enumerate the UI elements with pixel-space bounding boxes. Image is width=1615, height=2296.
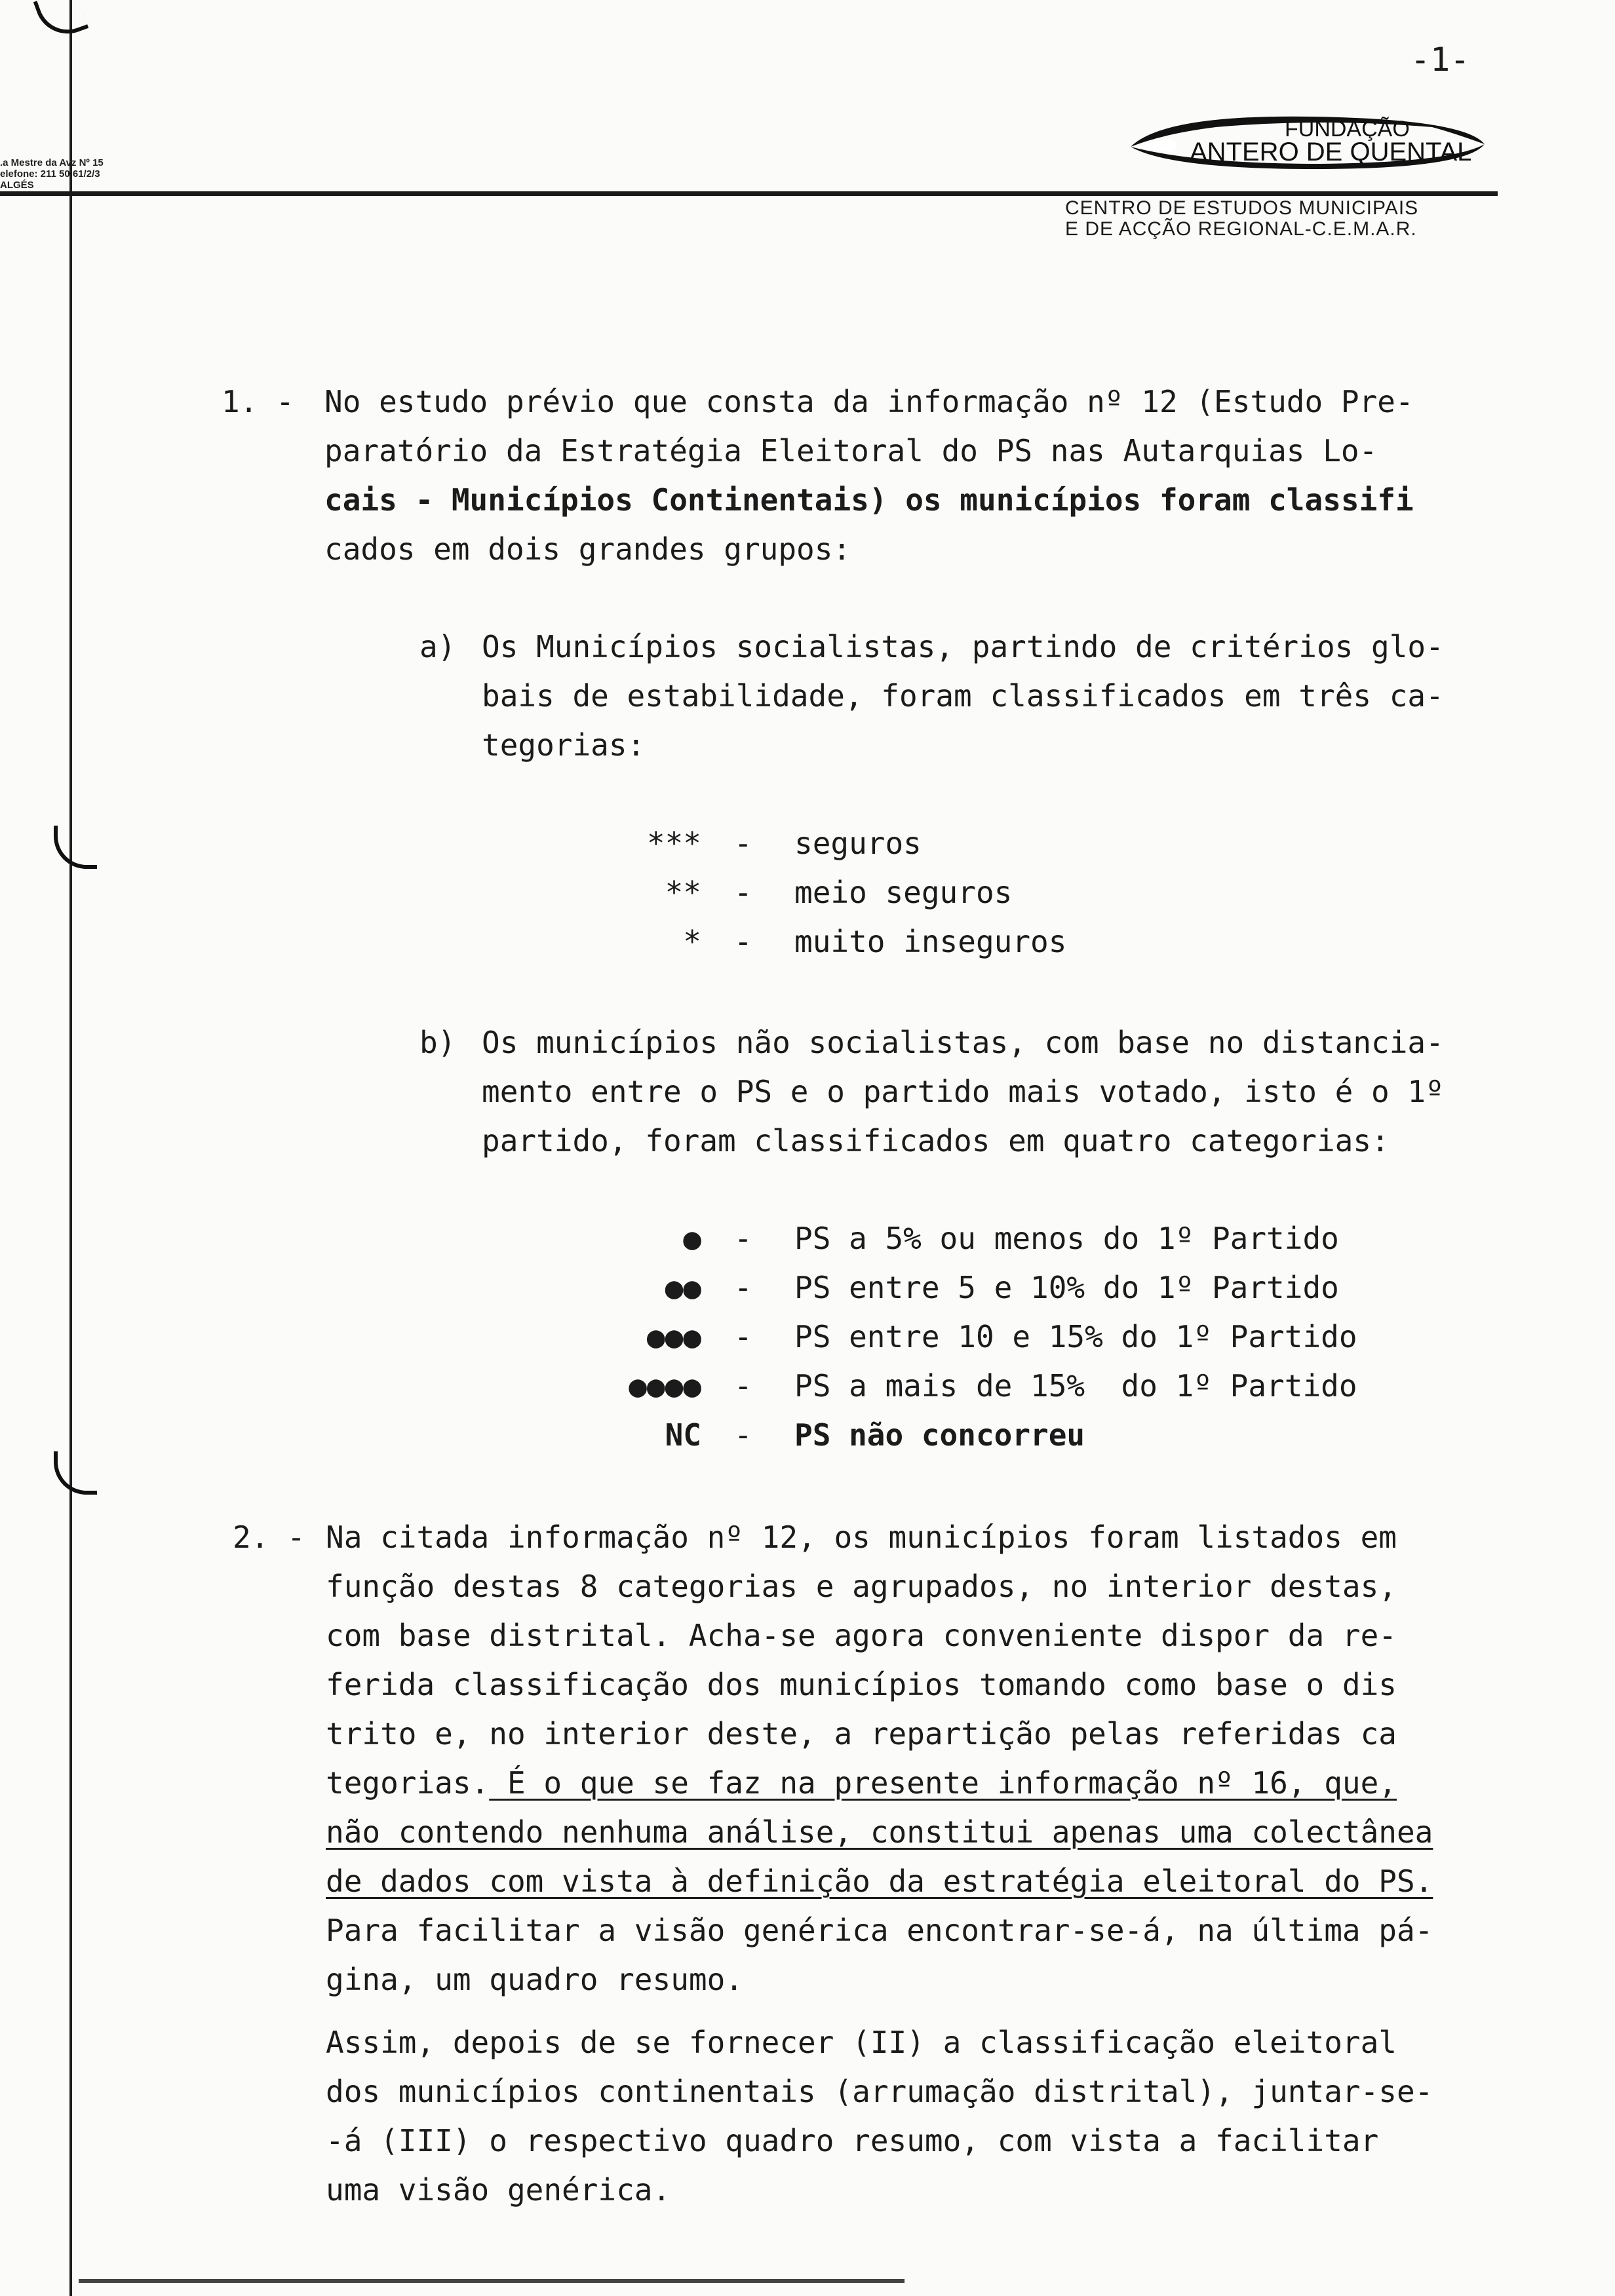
category-text: PS a mais de 15% do 1º Partido bbox=[794, 1368, 1357, 1404]
address-block bbox=[0, 157, 104, 191]
section-number: 2. - bbox=[233, 1520, 305, 1555]
pen-mark-top bbox=[33, 0, 89, 43]
body-line: tegorias: bbox=[482, 727, 646, 763]
body-line: No estudo prévio que consta da informação nº 12 (Estudo Pre- bbox=[324, 384, 1414, 419]
address-line: ALGÉS bbox=[0, 180, 34, 191]
item-label: b) bbox=[419, 1025, 456, 1060]
body-text-bold: cais - Municípios Continentais) bbox=[324, 482, 887, 518]
body-line: ferida classificação dos municípios tomando como base o dis bbox=[326, 1667, 1397, 1702]
center-name-line1: CENTRO DE ESTUDOS MUNICIPAIS bbox=[1065, 197, 1419, 219]
body-text: tegorias. bbox=[326, 1765, 490, 1801]
section-number: 1. - bbox=[222, 384, 294, 419]
category-dash: - bbox=[734, 1319, 752, 1354]
body-line bbox=[324, 476, 1414, 525]
category-symbol: * bbox=[683, 924, 701, 959]
body-text-underlined: É o que se faz na presente informação nº 16, que, bbox=[489, 1765, 1397, 1801]
binding-margin-line bbox=[69, 0, 72, 2296]
category-dash: - bbox=[734, 924, 752, 959]
category-text: muito inseguros bbox=[794, 924, 1067, 959]
hole-punch-mark-2 bbox=[54, 1451, 97, 1495]
logo-text-name: ANTERO DE QUENTAL bbox=[1190, 138, 1472, 166]
body-line: função destas 8 categorias e agrupados, no interior destas, bbox=[326, 1569, 1397, 1604]
body-line: bais de estabilidade, foram classificados em três ca- bbox=[482, 678, 1444, 714]
body-line: -á (III) o respectivo quadro resumo, com vista a facilitar bbox=[326, 2123, 1379, 2158]
address-line: .a Mestre da Avz Nº 15 bbox=[0, 157, 104, 168]
category-dash: - bbox=[734, 1368, 752, 1404]
page-number: -1- bbox=[1411, 41, 1470, 79]
category-symbol: ● bbox=[683, 1221, 701, 1256]
category-text: PS entre 10 e 15% do 1º Partido bbox=[794, 1319, 1357, 1354]
category-symbol: ●●●● bbox=[629, 1368, 701, 1404]
category-dash: - bbox=[734, 1417, 752, 1453]
category-symbol: ●● bbox=[665, 1270, 701, 1305]
category-text: PS a 5% ou menos do 1º Partido bbox=[794, 1221, 1339, 1256]
hole-punch-mark-1 bbox=[54, 826, 97, 869]
category-dash: - bbox=[734, 875, 752, 910]
header-rule bbox=[0, 191, 1498, 196]
body-line: uma visão genérica. bbox=[326, 2172, 671, 2208]
body-line: trito e, no interior deste, a repartição pelas referidas ca bbox=[326, 1716, 1397, 1751]
body-line: Assim, depois de se fornecer (II) a classificação eleitoral bbox=[326, 2025, 1397, 2060]
body-line-underlined: de dados com vista à definição da estratégia eleitoral do PS. bbox=[326, 1864, 1433, 1899]
item-label: a) bbox=[419, 629, 456, 664]
body-line: paratório da Estratégia Eleitoral do PS nas Autarquias Lo- bbox=[324, 433, 1378, 469]
category-symbol: *** bbox=[646, 826, 701, 861]
category-symbol: NC bbox=[665, 1417, 701, 1453]
footer-rule bbox=[79, 2279, 905, 2283]
body-line: Os Municípios socialistas, partindo de critérios glo- bbox=[482, 629, 1444, 664]
body-line: Os municípios não socialistas, com base no distancia- bbox=[482, 1025, 1444, 1060]
center-name-line2: E DE ACÇÃO REGIONAL-C.E.M.A.R. bbox=[1065, 218, 1417, 240]
category-dash: - bbox=[734, 826, 752, 861]
category-symbol: ●●● bbox=[646, 1319, 701, 1354]
body-line: cados em dois grandes grupos: bbox=[324, 531, 851, 567]
address-line: elefone: 211 50 61/2/3 bbox=[0, 168, 100, 180]
body-line-underlined: não contendo nenhuma análise, constitui apenas uma colectânea bbox=[326, 1814, 1433, 1850]
category-symbol: ** bbox=[665, 875, 701, 910]
body-line: Para facilitar a visão genérica encontrar-se-á, na última pá- bbox=[326, 1913, 1433, 1948]
body-line: com base distrital. Acha-se agora conveniente dispor da re- bbox=[326, 1618, 1397, 1653]
body-line: dos municípios continentais (arrumação distrital), juntar-se- bbox=[326, 2074, 1433, 2109]
body-line: mento entre o PS e o partido mais votado, isto é o 1º bbox=[482, 1074, 1444, 1109]
body-text-bold: os municípios foram classifi bbox=[887, 482, 1414, 518]
category-text: PS não concorreu bbox=[794, 1417, 1085, 1453]
body-line: partido, foram classificados em quatro categorias: bbox=[482, 1123, 1390, 1158]
category-dash: - bbox=[734, 1221, 752, 1256]
body-line: gina, um quadro resumo. bbox=[326, 1962, 743, 1997]
logo-text-fundacao: FUNDAÇÃO bbox=[1285, 117, 1410, 142]
body-line: Na citada informação nº 12, os municípios foram listados em bbox=[326, 1520, 1397, 1555]
category-dash: - bbox=[734, 1270, 752, 1305]
body-line bbox=[326, 1759, 1397, 1808]
category-text: seguros bbox=[794, 826, 922, 861]
category-text: meio seguros bbox=[794, 875, 1013, 910]
category-text: PS entre 5 e 10% do 1º Partido bbox=[794, 1270, 1339, 1305]
